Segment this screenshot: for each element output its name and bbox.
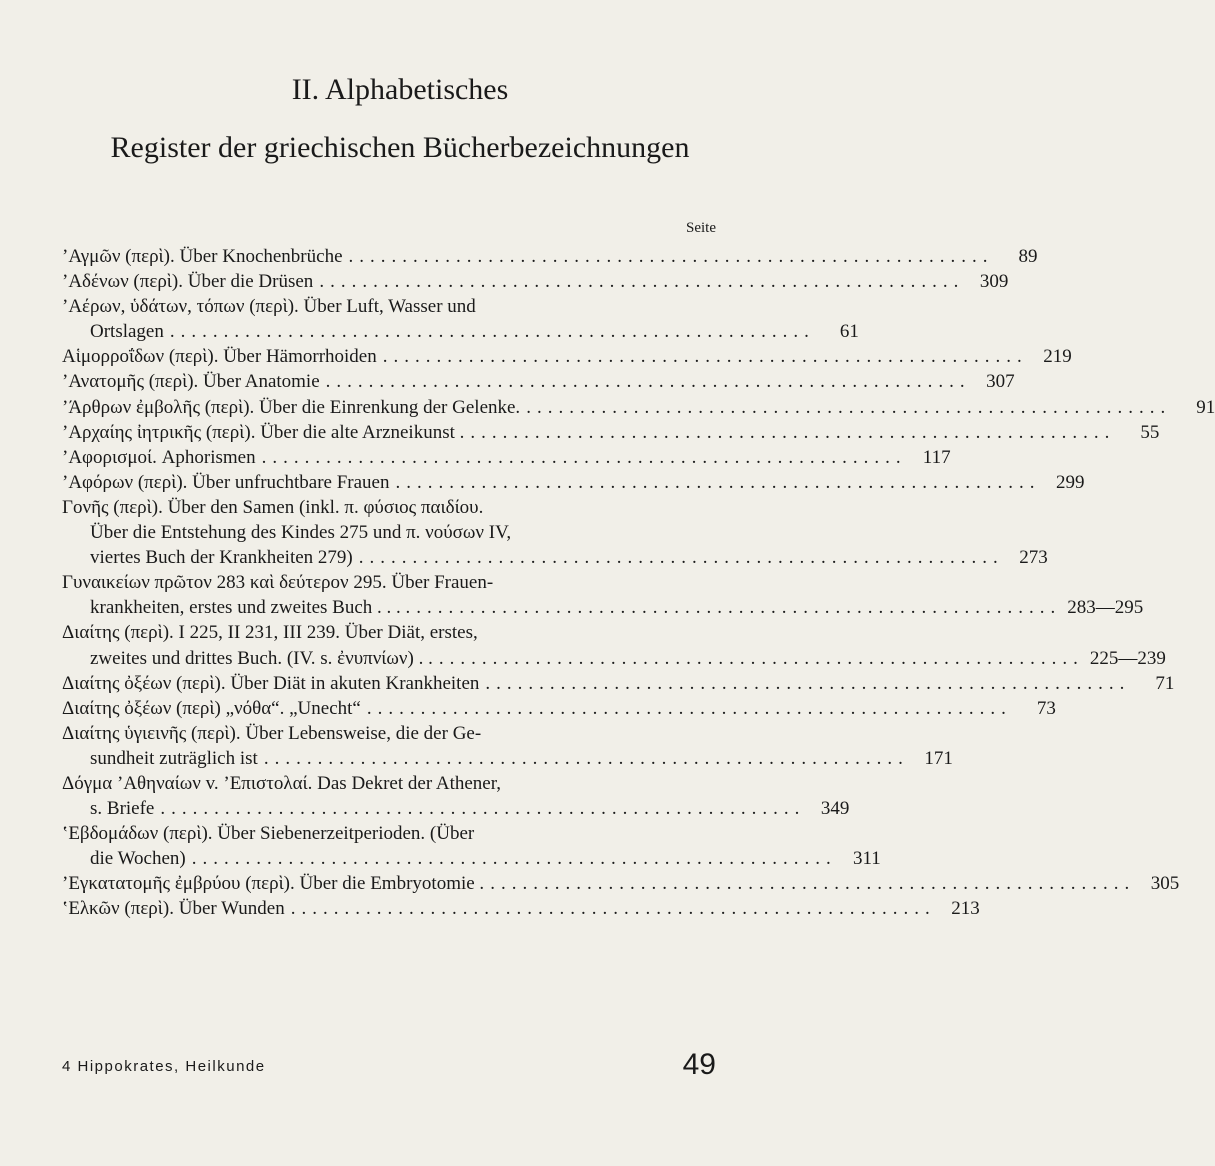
entry-page: 61 (839, 321, 859, 343)
entry-line (62, 620, 716, 645)
entry-title: Γυναικείων πρῶτον 283 καὶ δεύτερον 295. Über Frauen- (62, 572, 494, 594)
entry-line (62, 846, 881, 871)
register-entry (62, 896, 980, 921)
entry-title: ʼΆρθρων ἐμβολῆς (περὶ). Über die Einrenkung der Gelenke. (62, 396, 521, 418)
entry-page: 71 (1155, 672, 1175, 694)
entry-line (62, 545, 1048, 570)
entry-title: ʼΕγκατατομῆς ἐμβρύου (περὶ). Über die Embryotomie . (62, 873, 485, 895)
register-entry (62, 244, 1038, 269)
entry-title: Αἱμορροΐδων (περὶ). Über Hämorrhoiden (62, 346, 377, 368)
entry-page: 89 (1018, 246, 1038, 267)
entry-line (62, 570, 716, 595)
entry-title: Γονῆς (περὶ). Über den Samen (inkl. π. φύσιος παιδίου. (62, 496, 484, 518)
register-entry (62, 570, 1144, 620)
leader-dots: ............................................................ (382, 346, 1028, 368)
entry-line (62, 796, 850, 821)
leader-dots: ............................................................ (160, 798, 806, 820)
register-entry (62, 771, 850, 821)
entry-line (62, 871, 1180, 896)
entry-title: ʼΑφόρων (περὶ). Über unfruchtbare Frauen (62, 471, 390, 493)
entry-line (62, 746, 953, 771)
entry-line (62, 896, 980, 921)
register-entry (62, 395, 1215, 420)
leader-dots: ............................................................ (191, 848, 837, 870)
register-entry (62, 696, 1056, 721)
entry-page: 171 (924, 747, 953, 769)
leader-dots: ............................................................ (358, 547, 1004, 569)
register-entry (62, 671, 1175, 696)
register-entry (62, 369, 1015, 394)
entry-title: ʽΕβδομάδων (περὶ). Über Siebenerzeitperioden. (Über (62, 823, 475, 845)
entry-title: zweites und drittes Buch. (IV. s. ἐνυπνίων) . . (90, 647, 433, 669)
entry-line (62, 420, 1160, 445)
page-number: 49 (682, 1048, 716, 1081)
page-footer (62, 1048, 716, 1088)
entry-page: 307 (986, 371, 1015, 393)
leader-dots: ............................................................ (263, 747, 909, 769)
entry-page: 309 (979, 271, 1009, 293)
entry-page: 311 (852, 848, 881, 870)
entry-page: 213 (951, 898, 980, 920)
register-entry (62, 495, 1048, 570)
leader-dots: ............................................................ (169, 321, 815, 343)
entry-line (62, 495, 716, 520)
entry-line (62, 721, 716, 746)
entry-line (62, 821, 716, 846)
section-heading: II. Alphabetisches (291, 73, 509, 106)
leader-dots: ............................................................ (485, 672, 1131, 694)
leader-dots: ............................................................ (290, 898, 936, 920)
entry-title: ʼΑφορισμοί. Aphorismen (62, 446, 256, 468)
entry-line (62, 395, 1215, 420)
entry-page: 283—295 (1067, 597, 1144, 619)
register-entry (62, 344, 1072, 369)
entry-line (62, 369, 1015, 394)
entry-line (62, 319, 859, 344)
entry-title: Διαίτης (περὶ). I 225, II 231, III 239. Über Diät, erstes, (62, 622, 478, 644)
register-entries (62, 244, 1215, 922)
leader-dots: ............................................................ (261, 446, 907, 468)
entry-page: 299 (1055, 471, 1085, 493)
entry-title: s. Briefe (90, 798, 155, 820)
entry-line (62, 696, 1056, 721)
leader-dots: ............................................................ (470, 421, 1116, 443)
entry-line (62, 470, 1085, 495)
register-entry (62, 470, 1085, 495)
entry-title: Über die Entstehung des Kindes 275 und π. νούσων IV, (90, 522, 512, 544)
leader-dots: ............................................................ (416, 597, 1062, 619)
entry-line (62, 294, 716, 319)
entry-page: 73 (1036, 697, 1056, 719)
entry-page: 55 (1140, 421, 1160, 443)
entry-title: ʼΑνατομῆς (περὶ). Über Anatomie (62, 371, 320, 393)
entry-line (62, 595, 1144, 620)
leader-dots: ............................................................ (526, 396, 1172, 418)
entry-line (62, 445, 951, 470)
register-entry (62, 420, 1160, 445)
leader-dots: ............................................................ (348, 246, 994, 267)
entry-line (62, 671, 1175, 696)
entry-title: die Wochen) (90, 848, 186, 870)
entry-title: ʼΑδένων (περὶ). Über die Drüsen (62, 271, 314, 293)
entry-line (62, 344, 1072, 369)
entry-title: krankheiten, erstes und zweites Buch . . . . (90, 597, 411, 619)
leader-dots: ............................................................ (319, 271, 965, 293)
entry-title: ʽΕλκῶν (περὶ). Über Wunden (62, 898, 285, 920)
leader-dots: ............................................................ (366, 697, 1012, 719)
entry-page: 305 (1150, 873, 1180, 895)
entry-title: ʼΑγμῶν (περὶ). Über Knochenbrüche (62, 246, 343, 267)
entry-title: sundheit zuträglich ist (90, 747, 258, 769)
entry-line (62, 269, 1009, 294)
leader-dots: ............................................................ (490, 873, 1136, 895)
register-entry (62, 620, 1166, 670)
entry-page: 91 (1196, 396, 1215, 418)
register-entry (62, 871, 1180, 896)
entry-title: ʼΑέρων, ὑδάτων, τόπων (περὶ). Über Luft, Wasser und (62, 296, 476, 318)
register-entry (62, 821, 881, 871)
entry-page: 273 (1019, 547, 1048, 569)
entry-title: Διαίτης ὀξέων (περὶ) „νόθα“. „Unecht“ (62, 697, 361, 719)
printer-signature: 4 Hippokrates, Heilkunde (62, 1058, 266, 1075)
entry-line (62, 520, 716, 545)
leader-dots: ............................................................ (395, 471, 1041, 493)
entry-title: ʼΑρχαίης ἰητρικῆς (περὶ). Über die alte Arzneikunst . (62, 421, 465, 443)
entry-page: 117 (922, 446, 951, 468)
entry-title: Διαίτης ὑγιεινῆς (περὶ). Über Lebensweise, die der Ge- (62, 722, 482, 744)
entry-title: viertes Buch der Krankheiten 279) (90, 547, 353, 569)
register-title: Register der griechischen Bücherbezeichnungen (110, 131, 690, 164)
entry-title: Ortslagen (90, 321, 164, 343)
entry-page: 225—239 (1089, 647, 1166, 669)
leader-dots: ............................................................ (438, 647, 1084, 669)
entry-page: 349 (820, 798, 850, 820)
entry-line (62, 771, 716, 796)
entry-title: Διαίτης ὀξέων (περὶ). Über Diät in akuten Krankheiten (62, 672, 480, 694)
entry-line (62, 244, 1038, 269)
leader-dots: ............................................................ (325, 371, 971, 393)
register-entry (62, 721, 953, 771)
entry-page: 219 (1043, 346, 1072, 368)
entry-title: Δόγμα ʼΑθηναίων v. ʼΕπιστολαί. Das Dekret der Athener, (62, 772, 502, 794)
register-entry (62, 445, 951, 470)
entry-line (62, 646, 1166, 671)
page-column-label: Seite (686, 220, 716, 236)
register-entry (62, 294, 859, 344)
register-entry (62, 269, 1009, 294)
